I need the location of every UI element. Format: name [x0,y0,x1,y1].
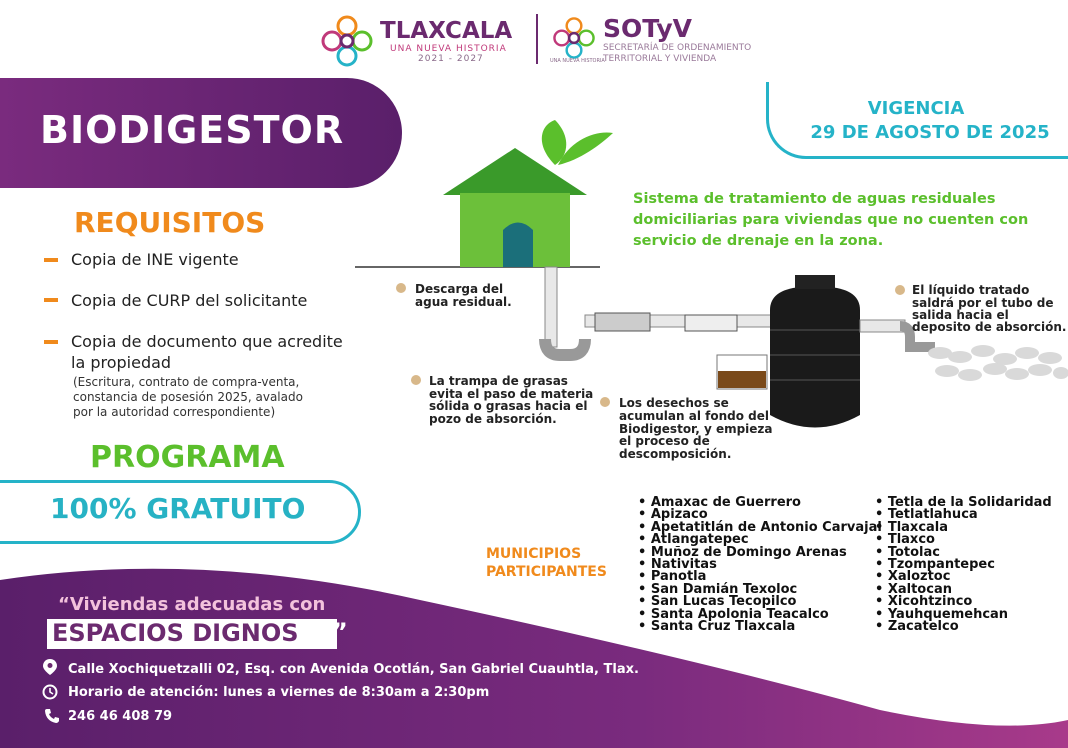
municipio-item: • Xicohtzinco [875,594,973,610]
sotyv-small-tagline: UNA NUEVA HISTORIA [550,58,605,64]
municipio-item: • Panotla [638,569,707,585]
municipio-item: • Tlaxco [875,532,935,548]
footer-quote: “Viviendas adecuadas con [58,594,326,615]
bullet-dash [44,340,58,344]
sotyv-flower-logo [552,16,596,60]
requisito-ine: Copia de INE vigente [71,250,239,269]
note-liquido-3: salida hacia el [912,308,1009,322]
municipio-item: • Tetlatlahuca [875,507,978,523]
municipio-item: • San Lucas Tecopilco [638,594,797,610]
note-descarga-1: Descarga del [415,282,504,296]
requisito-note-3: por la autoridad correspondiente) [73,405,276,419]
grease-trap [595,313,650,331]
note-trampa-2: evita el paso de materia [429,387,594,401]
note-desechos-1: Los desechos se [619,396,729,410]
note-desechos-4: el proceso de [619,434,710,448]
municipio-item: • Atlangatepec [638,532,749,548]
requisito-documento: Copia de documento que acredite [71,332,343,351]
note-bullet [411,375,421,385]
note-liquido-4: deposito de absorción. [912,320,1067,334]
system-description: Sistema de tratamiento de aguas residuales domiciliarias para viviendas que no cuenten con servicio de drenaje en la zona. [633,191,1029,249]
requisito-curp: Copia de CURP del solicitante [71,291,308,310]
note-trampa-1: La trampa de grasas [429,374,568,388]
note-desechos-3: Biodigestor, y empieza [619,422,773,436]
note-bullet [600,397,610,407]
tlaxcala-flower-logo [320,14,374,68]
note-trampa-3: sólida o grasas hacia el [429,399,588,413]
house-door-icon [503,223,533,268]
municipio-item: • Tlaxcala [875,519,949,535]
bullet-dash [44,298,58,302]
programa-title: PROGRAMA [90,440,285,475]
municipio-item: • San Damián Texoloc [638,581,798,597]
sotyv-subtitle-2: TERRITORIAL Y VIVIENDA [603,54,717,64]
phone-number: 246 46 408 79 [68,709,173,724]
bullet-dash [44,258,58,262]
tlaxcala-subtitle: UNA NUEVA HISTORIA [390,44,507,54]
municipio-item: • Santa Cruz Tlaxcala [638,619,796,635]
phone-icon [44,708,60,724]
location-pin-icon [43,659,57,675]
municipio-item: • Nativitas [638,557,717,573]
note-liquido-2: saldrá por el tubo de [912,296,1054,310]
municipio-item: • Apizaco [638,507,708,523]
address: Calle Xochiquetzalli 02, Esq. con Avenida Ocotlán, San Gabriel Cuauhtla, Tlax. [68,662,639,677]
vigencia-label: VIGENCIA [867,98,965,119]
note-desechos-5: descomposición. [619,447,732,461]
municipios-list-1 [638,497,882,633]
closing-quote: ” [332,618,348,646]
note-trampa-4: pozo de absorción. [429,412,557,426]
sotyv-title: SOTyV [603,14,692,43]
note-liquido-1: El líquido tratado [912,283,1030,297]
municipio-item: • Tzompantepec [875,557,995,573]
note-desechos-2: acumulan al fondo del [619,409,769,423]
municipio-item: • Amaxac de Guerrero [638,495,801,510]
municipio-item: • Xaloztoc [875,569,951,585]
municipio-item: • Muñoz de Domingo Arenas [638,544,847,560]
horario: Horario de atención: lunes a viernes de 8:30am a 2:30pm [68,685,490,700]
municipios-title-1: MUNICIPIOS [486,546,582,562]
note-descarga-2: agua residual. [415,295,512,309]
municipio-item: • Zacatelco [875,619,959,635]
vigencia-date: 29 DE AGOSTO DE 2025 [810,122,1050,143]
requisito-note-1: (Escritura, contrato de compra-venta, [73,375,300,389]
gratuito-text: 100% GRATUITO [50,492,306,525]
municipio-item: • Santa Apolonia Teacalco [638,606,829,622]
biodigestor-tank [770,287,860,428]
municipio-item: • Apetatitlán de Antonio Carvajal [638,519,882,535]
leaf-icon [558,132,613,165]
clock-icon [42,684,58,700]
municipio-item: • Xaltocan [875,581,952,597]
municipios-title-2: PARTICIPANTES [486,564,607,580]
page-title: BIODIGESTOR [40,108,345,152]
municipio-item: • Yauhquemehcan [875,606,1009,622]
municipio-item: • Totolac [875,544,940,560]
requisitos-title: REQUISITOS [74,206,266,239]
note-bullet [396,283,406,293]
municipio-item: • Tetla de la Solidaridad [875,495,1052,510]
tlaxcala-years: 2021 - 2027 [418,54,484,64]
tlaxcala-title: TLAXCALA [380,18,513,44]
note-bullet [895,285,905,295]
requisito-note-2: constancia de posesión 2025, avalado [73,390,303,404]
municipios-list-2 [875,497,1052,633]
sotyv-subtitle-1: SECRETARÍA DE ORDENAMIENTO [603,43,752,53]
espacios-dignos: ESPACIOS DIGNOS [52,619,299,647]
requisito-documento-2: la propiedad [71,353,172,372]
header-divider [536,14,538,64]
